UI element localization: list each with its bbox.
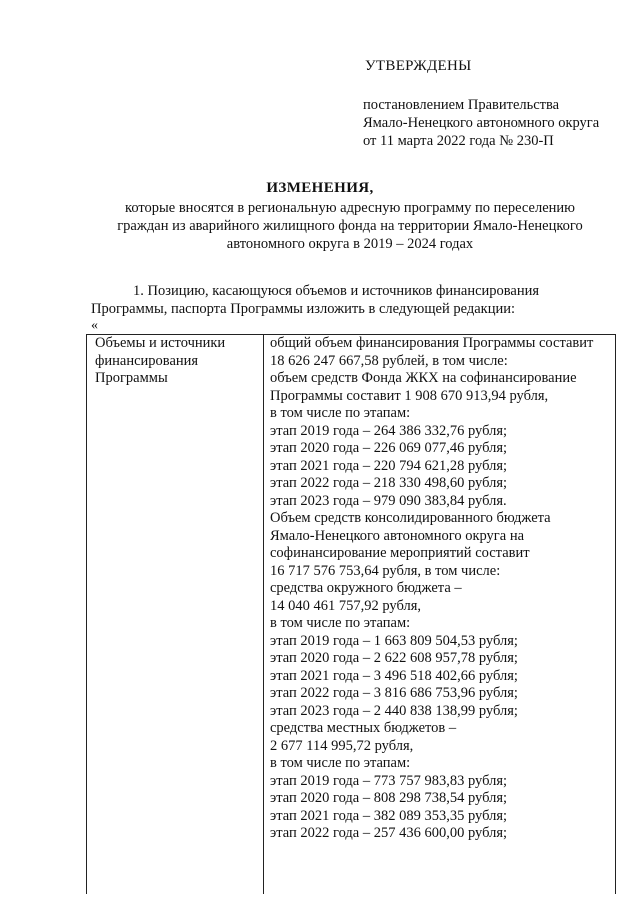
value-line: Программы составит 1 908 670 913,94 рубля, (270, 387, 549, 404)
table-value-cell (270, 335, 615, 843)
value-line: 2 677 114 995,72 рубля, (270, 737, 414, 754)
value-line: общий объем финансирования Программы составит (270, 335, 594, 351)
approval-line: постановлением Правительства (363, 97, 560, 113)
label-line: Программы (95, 370, 168, 386)
value-line: этап 2022 года – 3 816 686 753,96 рубля; (270, 685, 518, 701)
value-line: этап 2020 года – 2 622 608 957,78 рубля; (270, 650, 518, 666)
paragraph-line: 1. Позицию, касающуюся объемов и источников финансирования (133, 283, 540, 299)
value-line: 18 626 247 667,58 рублей, в том числе: (270, 352, 508, 369)
value-line: в том числе по этапам: (270, 615, 411, 631)
approval-line: от 11 марта 2022 года № 230-П (363, 133, 554, 149)
value-line: этап 2022 года – 218 330 498,60 рубля; (270, 475, 508, 491)
value-line: средства окружного бюджета – (270, 580, 462, 596)
value-line: этап 2021 года – 3 496 518 402,66 рубля; (270, 667, 518, 684)
table-label-cell (95, 335, 260, 388)
value-line: этап 2020 года – 226 069 077,46 рубля; (270, 440, 508, 456)
subtitle-line: граждан из аварийного жилищного фонда на территории Ямало-Ненецкого (117, 218, 583, 234)
subtitle-line: автономного округа в 2019 – 2024 годах (226, 236, 474, 252)
financing-table (86, 334, 616, 894)
value-line: этап 2019 года – 1 663 809 504,53 рубля; (270, 632, 518, 649)
value-line: этап 2022 года – 257 436 600,00 рубля; (270, 825, 508, 841)
paragraph-line: Программы, паспорта Программы изложить в следующей редакции: (91, 301, 516, 317)
label-line: финансирования (95, 352, 199, 369)
label-line: Объемы и источники (95, 335, 226, 351)
table-column-divider (263, 335, 264, 894)
value-line: софинансирование мероприятий составит (270, 545, 530, 561)
subtitle-line: которые вносятся в региональную адресную программу по переселению (125, 200, 575, 216)
value-line: этап 2023 года – 2 440 838 138,99 рубля; (270, 702, 518, 719)
document-heading: ИЗМЕНЕНИЯ, (266, 180, 374, 196)
value-line: в том числе по этапам: (270, 405, 411, 421)
approval-title: УТВЕРЖДЕНЫ (365, 58, 472, 74)
value-line: этап 2019 года – 264 386 332,76 рубля; (270, 422, 508, 439)
value-line: средства местных бюджетов – (270, 720, 457, 736)
value-line: этап 2019 года – 773 757 983,83 рубля; (270, 772, 508, 789)
value-line: этап 2021 года – 220 794 621,28 рубля; (270, 457, 508, 474)
value-line: 16 717 576 753,64 рубля, в том числе: (270, 562, 501, 579)
value-line: Объем средств консолидированного бюджета (270, 510, 551, 526)
value-line: Ямало-Ненецкого автономного округа на (270, 527, 525, 544)
value-line: объем средств Фонда ЖКХ на софинансирование (270, 370, 577, 386)
approval-line: Ямало-Ненецкого автономного округа (363, 115, 600, 131)
value-line: этап 2021 года – 382 089 353,35 рубля; (270, 807, 508, 824)
opening-quote: « (91, 318, 98, 333)
value-line: в том числе по этапам: (270, 755, 411, 771)
value-line: этап 2020 года – 808 298 738,54 рубля; (270, 790, 508, 806)
value-line: этап 2023 года – 979 090 383,84 рубля. (270, 492, 507, 509)
value-line: 14 040 461 757,92 рубля, (270, 597, 422, 614)
